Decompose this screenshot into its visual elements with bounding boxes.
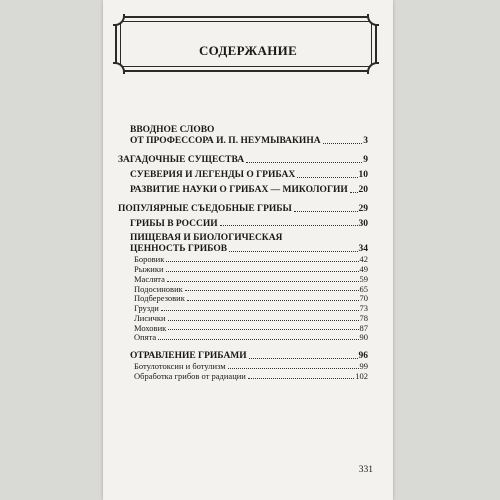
- toc-page-number: 73: [359, 303, 368, 314]
- toc-page-number: 10: [358, 169, 368, 180]
- dot-leader: [323, 143, 363, 144]
- frame-corner-ornament: [113, 62, 125, 74]
- dot-leader: [185, 290, 359, 291]
- toc-entry[interactable]: [118, 136, 368, 147]
- page-title: СОДЕРЖАНИЕ: [198, 43, 298, 58]
- frame-corner-ornament: [367, 14, 379, 26]
- table-of-contents: [118, 125, 368, 382]
- section-spacer: [118, 147, 368, 155]
- toc-entry[interactable]: [118, 204, 368, 215]
- toc-entry-title: Грузди: [134, 303, 159, 314]
- toc-entry-title: Опята: [134, 332, 157, 343]
- frame-corner-ornament: [113, 14, 125, 26]
- toc-entry-title: Обработка грибов от радиации: [134, 370, 246, 381]
- dot-leader: [229, 251, 357, 252]
- toc-page-number: 59: [359, 273, 368, 284]
- toc-page-number: 65: [359, 283, 368, 294]
- dot-leader: [166, 261, 358, 262]
- toc-page-number: 70: [359, 293, 368, 304]
- toc-entry-title: Моховик: [134, 322, 167, 333]
- toc-entry[interactable]: [118, 219, 368, 230]
- toc-page-number: 20: [358, 184, 368, 195]
- dot-leader: [297, 177, 357, 178]
- dot-leader: [158, 339, 358, 340]
- toc-entry-line: ВВОДНОЕ СЛОВО: [130, 125, 215, 135]
- dot-leader: [249, 358, 358, 359]
- toc-page-number: 96: [358, 351, 368, 362]
- toc-entry-title: ГРИБЫ В РОССИИ: [130, 218, 218, 229]
- toc-entry-title: РАЗВИТИЕ НАУКИ О ГРИБАХ — МИКОЛОГИИ: [130, 184, 348, 195]
- toc-entry-title: Подберезовик: [134, 293, 185, 304]
- toc-entry-title: ЗАГАДОЧНЫЕ СУЩЕСТВА: [118, 154, 245, 165]
- toc-entry[interactable]: [118, 333, 368, 343]
- section-spacer: [118, 196, 368, 204]
- toc-entry[interactable]: [118, 185, 368, 196]
- dot-leader: [166, 271, 359, 272]
- toc-entry-title: Подосиновик: [134, 283, 183, 294]
- dot-leader: [248, 378, 354, 379]
- toc-entry-line: ПИЩЕВАЯ И БИОЛОГИЧЕСКАЯ: [130, 233, 283, 244]
- toc-page-number: 29: [358, 203, 368, 214]
- toc-entry-title: Боровик: [134, 254, 165, 265]
- dot-leader: [167, 281, 359, 282]
- toc-entry[interactable]: [118, 155, 368, 166]
- toc-page-number: 9: [363, 154, 368, 165]
- toc-page-number: 3: [363, 135, 368, 146]
- toc-entry-title: Лисички: [134, 312, 166, 323]
- toc-entry[interactable]: [118, 372, 368, 382]
- toc-entry-title: СУЕВЕРИЯ И ЛЕГЕНДЫ О ГРИБАХ: [130, 169, 296, 180]
- dot-leader: [294, 211, 358, 212]
- toc-page-number: 102: [355, 370, 368, 381]
- toc-entry[interactable]: [118, 170, 368, 181]
- toc-page-number: 34: [358, 244, 368, 255]
- dot-leader: [220, 225, 358, 226]
- toc-page-number: 42: [359, 254, 368, 265]
- toc-entry-title: Рыжики: [134, 264, 164, 275]
- toc-entry-title: ОТРАВЛЕНИЕ ГРИБАМИ: [130, 351, 247, 362]
- section-spacer: [118, 343, 368, 351]
- toc-entry-title: ЦЕННОСТЬ ГРИБОВ: [130, 244, 228, 255]
- toc-page-number: 90: [359, 332, 368, 343]
- dot-leader: [246, 162, 362, 163]
- dot-leader: [168, 320, 359, 321]
- toc-entry-title: Маслята: [134, 273, 165, 284]
- toc-page-number: 87: [359, 322, 368, 333]
- dot-leader: [228, 368, 359, 369]
- dot-leader: [168, 329, 358, 330]
- dot-leader: [187, 300, 359, 301]
- dot-leader: [350, 192, 358, 193]
- toc-entry-title: Ботулотоксин и ботулизм: [134, 361, 226, 372]
- book-page: [103, 0, 393, 500]
- toc-page-number: 99: [359, 361, 368, 372]
- toc-entry-title: ПОПУЛЯРНЫЕ СЪЕДОБНЫЕ ГРИБЫ: [118, 203, 292, 214]
- dot-leader: [161, 310, 359, 311]
- toc-page-number: 78: [359, 312, 368, 323]
- toc-entry-title: ОТ ПРОФЕССОРА И. П. НЕУМЫВАКИНА: [130, 135, 321, 146]
- page-number: 331: [358, 465, 373, 475]
- toc-page-number: 30: [358, 218, 368, 229]
- toc-page-number: 49: [359, 264, 368, 275]
- frame-corner-ornament: [367, 62, 379, 74]
